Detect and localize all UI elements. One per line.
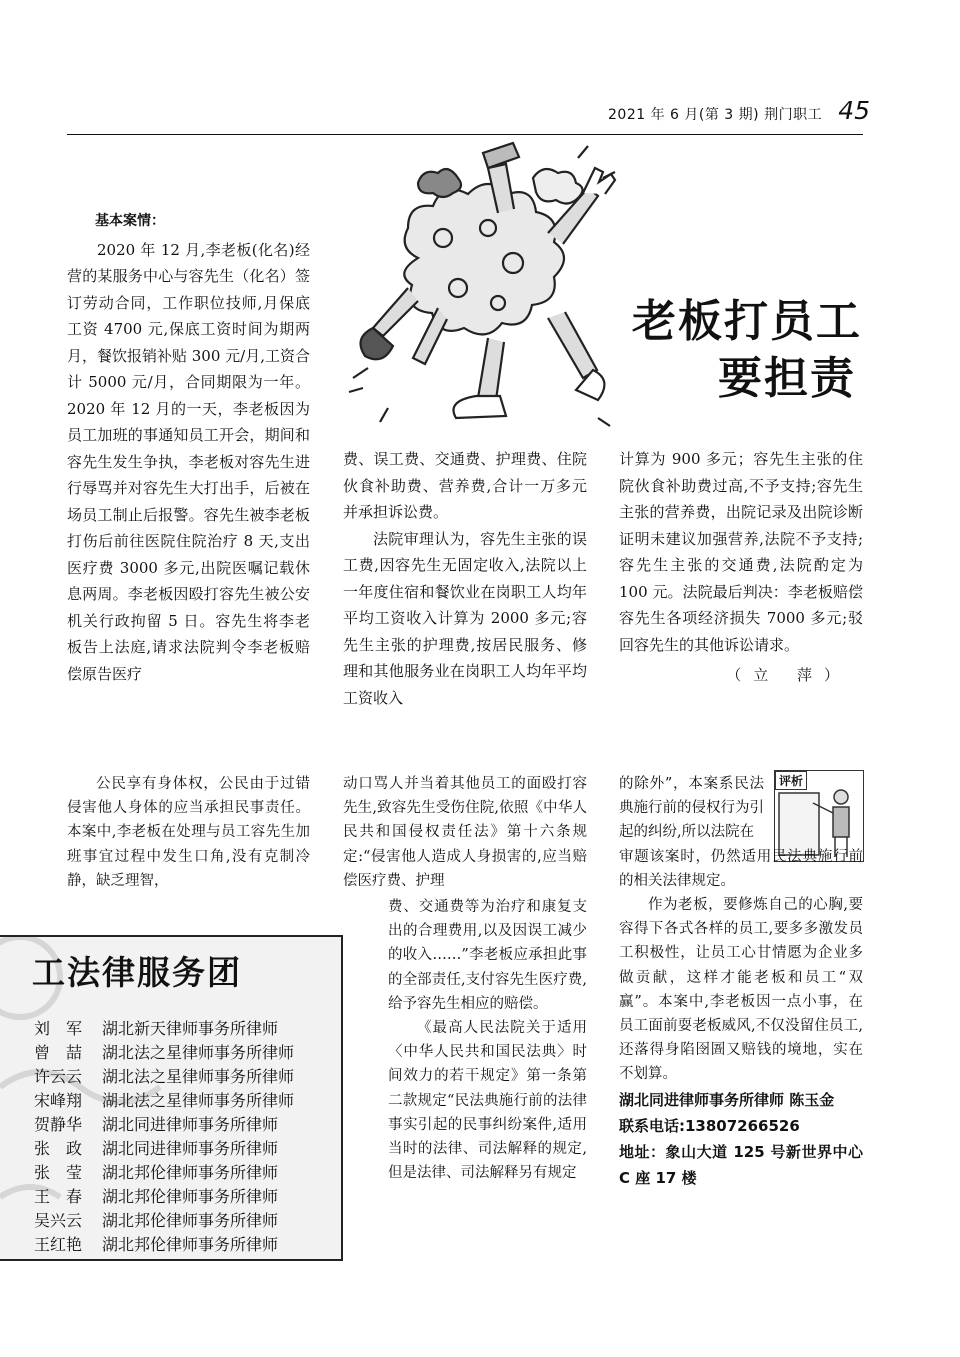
member-name: 吴兴云 — [34, 1211, 83, 1230]
analysis-column-2-bottom — [388, 895, 587, 1185]
case-text-2: 费、误工费、交通费、护理费、住院伙食补助费、营养费,合计一万多元并承担诉讼费。 — [343, 450, 587, 521]
analysis-column-2-top — [343, 772, 587, 893]
issue-info: 2021 年 6 月(第 3 期) 荆门职工 — [608, 107, 823, 123]
member-name: 张 莹 — [34, 1163, 83, 1182]
page-header — [560, 98, 870, 126]
member-name: 刘 军 — [34, 1019, 83, 1038]
member-firm: 湖北法之星律师事务所律师 — [102, 1091, 295, 1110]
member-firm: 湖北新天律师事务所律师 — [102, 1019, 279, 1038]
law-member-row — [34, 1089, 294, 1113]
case-column-2 — [343, 446, 587, 711]
lawyer-signature: 湖北同进律师事务所律师 陈玉金 — [619, 1090, 835, 1109]
law-member-row — [34, 1185, 294, 1209]
member-name: 张 政 — [34, 1139, 83, 1158]
member-firm: 湖北邦伦律师事务所律师 — [102, 1211, 279, 1230]
analysis-text-2: 动口骂人并当着其他员工的面殴打容先生,致容先生受伤住院,依照《中华人民共和国侵权责任法》第十六条规定:“侵害他人造成人身损害的,应当赔偿医疗费、护理 — [343, 776, 587, 889]
analysis-column-1 — [67, 772, 310, 893]
law-member-row — [34, 1113, 294, 1137]
member-name: 宋峰翔 — [34, 1091, 83, 1110]
law-member-row — [34, 1233, 294, 1257]
case-column-3 — [619, 446, 863, 689]
law-member-row — [34, 1065, 294, 1089]
article-title-line-1: 老板打员工 — [632, 296, 862, 347]
law-member-list — [34, 1017, 294, 1257]
contact-address: 地址：象山大道 125 号新世界中心 C 座 17 楼 — [619, 1142, 863, 1187]
law-member-row — [34, 1017, 294, 1041]
member-name: 许云云 — [34, 1067, 83, 1086]
member-name: 曾 喆 — [34, 1043, 83, 1062]
analysis-text-5: 的除外”，本案系民法典施行前的侵权行为引起的纠纷,所以法院在 — [619, 776, 764, 841]
member-firm: 湖北同进律师事务所律师 — [102, 1139, 279, 1158]
member-name: 贺静华 — [34, 1115, 83, 1134]
analysis-text-4: 《最高人民法院关于适用〈中华人民共和国民法典〉时间效力的若干规定》第一条第二款规定“民法典施行前的法律事实引起的民事纠纷案件,适用当时的法律、司法解释的规定,但是法律、司法解释另有规定 — [388, 1020, 587, 1182]
member-name: 王 春 — [34, 1187, 83, 1206]
analysis-text-1: 公民享有身体权，公民由于过错侵害他人身体的应当承担民事责任。本案中,李老板在处理与员工容先生加班事宜过程中发生口角,没有克制冷静，缺乏理智， — [67, 776, 310, 889]
author-byline: （立 萍） — [726, 666, 851, 684]
member-firm: 湖北邦伦律师事务所律师 — [102, 1187, 279, 1206]
member-firm: 湖北同进律师事务所律师 — [102, 1115, 279, 1134]
law-member-row — [34, 1209, 294, 1233]
member-firm: 湖北邦伦律师事务所律师 — [102, 1163, 279, 1182]
case-heading: 基本案情： — [95, 213, 165, 229]
law-service-group-box — [0, 935, 343, 1261]
law-member-row — [34, 1041, 294, 1065]
case-text-3: 法院审理认为，容先生主张的误工费,因容先生无固定收入,法院以上一年度住宿和餐饮业在岗职工人均年平均工资收入计算为 2000 多元;容先生主张的护理费,按居民服务、修理和其他服务业在岗职工人均年平均工资收入 — [343, 529, 587, 707]
law-group-title: 工法律服务团 — [32, 953, 242, 992]
analysis-text-6: 审题该案时，仍然适用民法典施行前的相关法律规定。 — [619, 848, 863, 889]
article-title-line-2: 要担责 — [718, 353, 856, 404]
analysis-column-3 — [619, 772, 863, 1191]
case-text-1: 2020 年 12 月,李老板(化名)经营的某服务中心与容先生（化名）签订劳动合同，工作职位技师,月保底工资 4700 元,保底工资时间为期两月，餐饮报销补贴 300 元/月,工资合计 5000 元/月，合同期限为一年。2020 年 12 月的一天，李老板因为员工加班的事通知员工开会，期间和容先生发生争执，李老板对容先生进行辱骂并对容先生大打出手，后被在场员工制止后报警。容先生被李老板打伤后前往医院住院治疗 8 天,支出医疗费 3000 多元,出院医嘱记载休息两周。李老板因殴打容先生被公安机关行政拘留 5 日。容先生将李老板告上法庭,请求法院判令李老板赔偿原告医疗 — [67, 240, 310, 683]
header-rule — [67, 134, 863, 135]
analysis-text-7: 作为老板，要修炼自己的心胸,要容得下各式各样的员工,要多多激发员工积极性，让员工心甘情愿为企业多做贡献，这样才能老板和员工“双赢”。本案中,李老板因一点小事，在员工面前耍老板威风,不仅没留住员工,还落得身陷囹圄又赔钱的境地，实在不划算。 — [619, 897, 863, 1083]
law-member-row — [34, 1137, 294, 1161]
case-column-1 — [67, 208, 310, 687]
analysis-text-3: 费、交通费等为治疗和康复支出的合理费用,以及因误工减少的收入……”李老板应承担此事的全部责任,支付容先生医疗费,给予容先生相应的赔偿。 — [388, 899, 587, 1012]
commentary-label: 评析 — [775, 771, 807, 790]
contact-phone: 联系电话:13807266526 — [619, 1116, 800, 1135]
member-firm: 湖北邦伦律师事务所律师 — [102, 1235, 279, 1254]
fight-cartoon-illustration — [348, 138, 618, 436]
member-firm: 湖北法之星律师事务所律师 — [102, 1067, 295, 1086]
member-firm: 湖北法之星律师事务所律师 — [102, 1043, 295, 1062]
law-member-row — [34, 1161, 294, 1185]
case-text-4: 计算为 900 多元；容先生主张的住院伙食补助费过高,不予支持;容先生主张的营养费，出院记录及出院诊断证明未建议加强营养,法院不予支持;容先生主张的交通费,法院酌定为 100 元。法院最后判决：李老板赔偿容先生各项经济损失 7000 多元;驳回容先生的其他诉讼请求。 — [619, 450, 863, 654]
page-number: 45 — [838, 96, 870, 125]
member-name: 王红艳 — [34, 1235, 83, 1254]
